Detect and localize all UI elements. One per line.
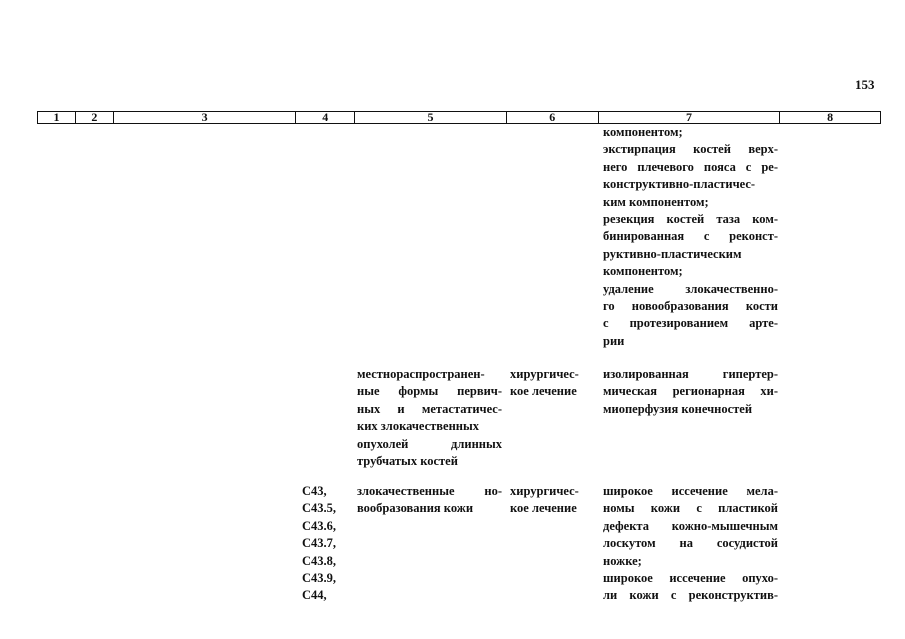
text-line: номы кожи с пластикой — [603, 501, 778, 516]
icd-code: C43.5, — [302, 501, 337, 516]
text-line: удаление злокачественно- — [603, 281, 778, 296]
block-c-col4 — [302, 483, 352, 605]
text-line: ные формы первич- — [357, 384, 502, 399]
text-line: хирургичес- — [510, 367, 579, 381]
text-line: ных и метастатичес- — [357, 401, 502, 416]
icd-code: C43.8, — [302, 553, 337, 568]
header-col-2: 2 — [76, 112, 114, 123]
text-line: конструктивно-пластичес- — [603, 177, 756, 192]
text-line: ких злокачественных — [357, 419, 479, 434]
block-c-col6 — [510, 483, 590, 518]
text-line: го новообразования кости — [603, 299, 778, 314]
text-line: ножке; — [603, 553, 642, 568]
block-a-col7 — [603, 124, 778, 350]
icd-code: C43.7, — [302, 536, 337, 551]
text-line: него плечевого пояса с ре- — [603, 159, 778, 174]
text-line: ким компонентом; — [603, 194, 709, 209]
text-line: широкое иссечение опухо- — [603, 571, 778, 586]
icd-code: C43.6, — [302, 518, 337, 533]
block-c-col5 — [357, 483, 502, 518]
text-line: местнораспространен- — [357, 367, 485, 381]
block-c-col7 — [603, 483, 778, 605]
text-line: ли кожи с реконструктив- — [603, 588, 778, 603]
text-line: компонентом; — [603, 125, 683, 139]
table-header-row — [37, 111, 881, 124]
block-b-col7 — [603, 366, 778, 418]
text-line: экстирпация костей верх- — [603, 142, 778, 157]
icd-code: C43, — [302, 484, 327, 498]
text-line: лоскутом на сосудистой — [603, 536, 778, 551]
text-line: резекция костей таза ком- — [603, 212, 778, 227]
text-line: широкое иссечение мела- — [603, 484, 778, 498]
header-col-4: 4 — [296, 112, 355, 123]
text-line: рии — [603, 333, 625, 348]
header-col-1: 1 — [38, 112, 76, 123]
text-line: миоперфузия конечностей — [603, 401, 753, 416]
icd-code: C43.9, — [302, 571, 337, 586]
text-line: мическая регионарная хи- — [603, 384, 778, 399]
text-line: опухолей длинных — [357, 436, 502, 451]
header-col-7: 7 — [599, 112, 781, 123]
text-line: бинированная с реконст- — [603, 229, 778, 244]
block-b-col5 — [357, 366, 502, 470]
header-col-8: 8 — [827, 110, 834, 124]
text-line: руктивно-пластическим — [603, 246, 742, 261]
header-col-3: 3 — [114, 112, 297, 123]
header-col-6: 6 — [507, 112, 599, 123]
text-line: хирургичес- — [510, 484, 579, 498]
text-line: кое лечение — [510, 384, 577, 399]
text-line: вообразования кожи — [357, 501, 474, 516]
text-line: изолированная гипертер- — [603, 367, 778, 381]
text-line: дефекта кожно-мышечным — [603, 518, 778, 533]
text-line: злокачественные но- — [357, 484, 502, 498]
text-line: трубчатых костей — [357, 454, 458, 469]
text-line: с протезированием арте- — [603, 316, 778, 331]
header-col-5: 5 — [355, 112, 507, 123]
text-line: компонентом; — [603, 264, 683, 279]
text-line: кое лечение — [510, 501, 577, 516]
block-b-col6 — [510, 366, 590, 401]
icd-code: C44, — [302, 588, 327, 603]
page-number: 153 — [855, 77, 875, 92]
